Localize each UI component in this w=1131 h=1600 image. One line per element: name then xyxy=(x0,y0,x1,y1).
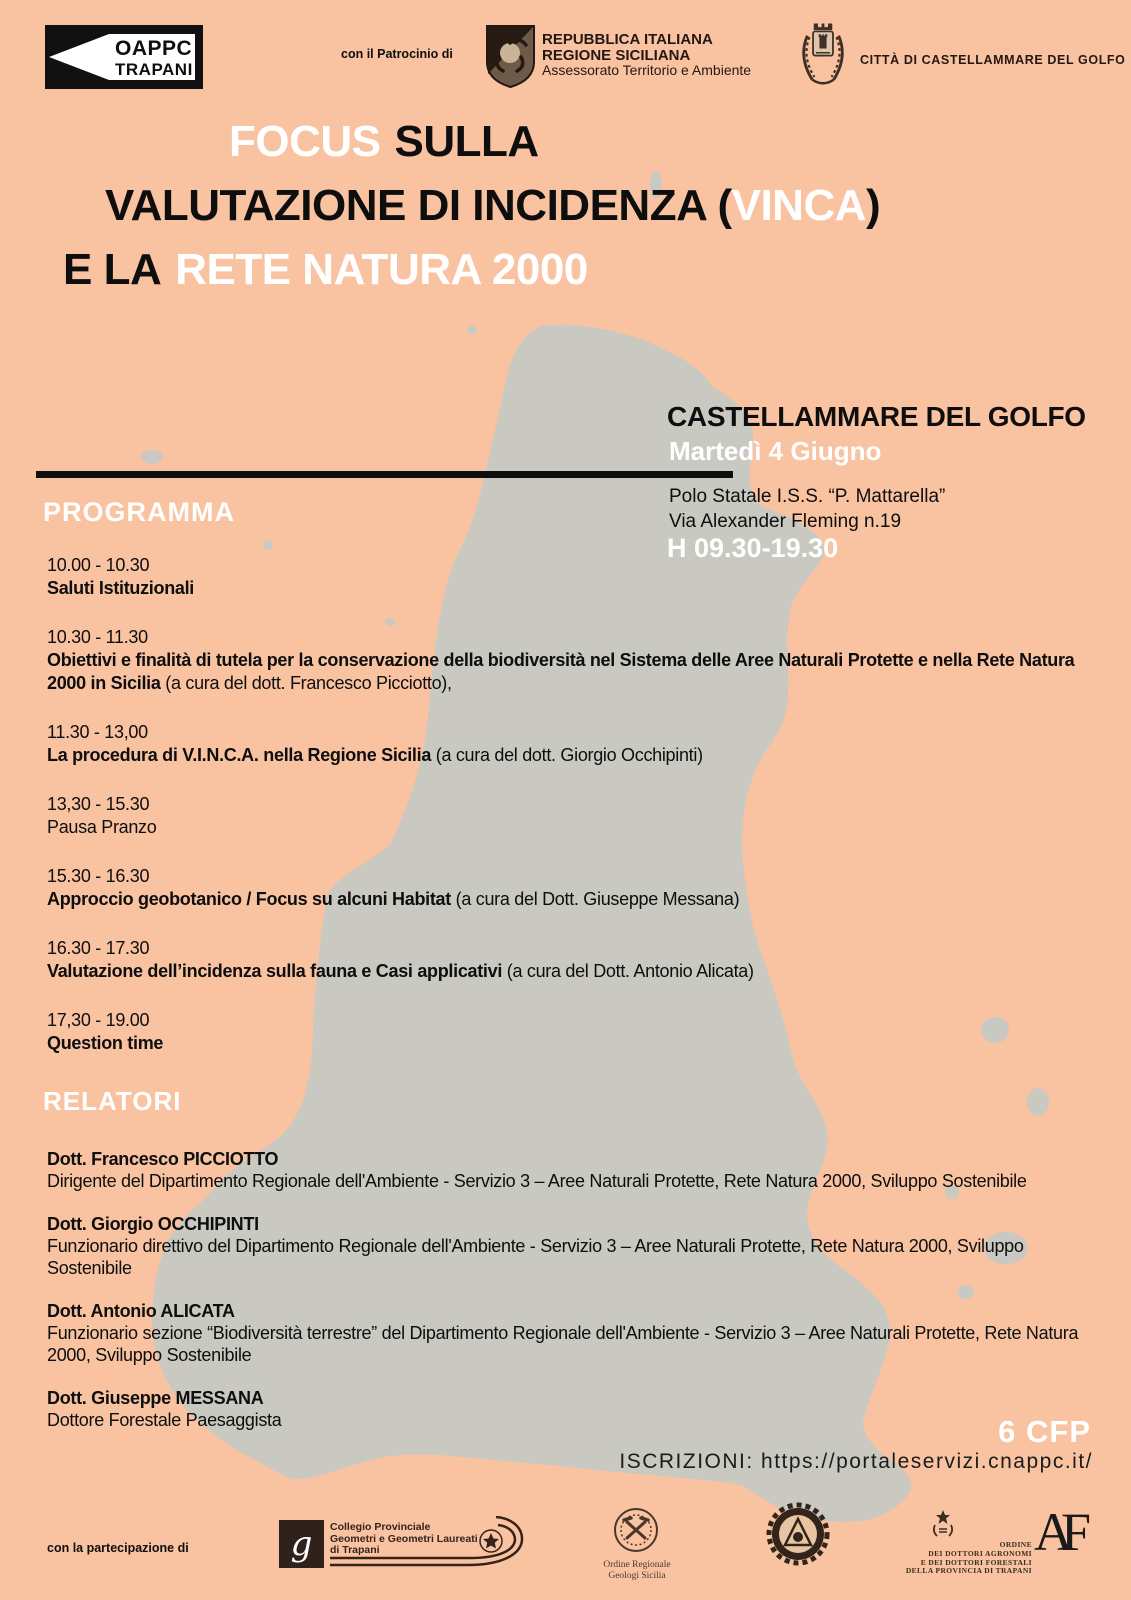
relatore-item xyxy=(47,1148,1095,1192)
relatore-name: Dott. Giorgio OCCHIPINTI xyxy=(47,1214,259,1234)
program-time: 10.30 - 11.30 xyxy=(47,627,148,647)
geometri-monogram-icon xyxy=(279,1520,324,1568)
program-list xyxy=(47,554,1095,1081)
agronomi-logo-text xyxy=(830,1541,1032,1576)
title-line2 xyxy=(63,174,880,238)
event-city: CASTELLAMMARE DEL GOLFO xyxy=(667,401,1086,432)
relatore-name: Dott. Francesco PICCIOTTO xyxy=(47,1149,279,1169)
title-ela: E LA xyxy=(63,245,162,294)
relatore-role: Funzionario direttivo del Dipartimento Regionale dell'Ambiente - Servizio 3 – Aree Naturali Protette, Rete Natura 2000, Sviluppo Sostenibile xyxy=(47,1236,1024,1278)
title-rete-natura: RETE NATURA 2000 xyxy=(175,245,588,294)
cfp-badge: 6 CFP xyxy=(998,1414,1091,1449)
event-hours: H 09.30-19.30 xyxy=(667,533,839,563)
agronomi-line2: DEI DOTTORI AGRONOMI xyxy=(928,1548,1032,1558)
program-time: 13,30 - 15.30 xyxy=(47,794,150,814)
geometri-swoosh-icon xyxy=(328,1516,528,1574)
relatore-item xyxy=(47,1300,1095,1366)
relatore-name: Dott. Giuseppe MESSANA xyxy=(47,1388,264,1408)
poster-title xyxy=(63,110,880,302)
divider-line xyxy=(36,471,733,478)
event-date: Martedì 4 Giugno xyxy=(669,436,882,466)
program-note: (a cura del Dott. Giuseppe Messana) xyxy=(450,889,740,909)
partecipazione-label: con la partecipazione di xyxy=(47,1541,189,1555)
agronomi-line3: E DEI DOTTORI FORESTALI xyxy=(920,1557,1032,1567)
program-title: Pausa Pranzo xyxy=(47,817,157,837)
regione-line2: REGIONE SICILIANA xyxy=(542,46,691,64)
regione-line1: REPUBBLICA ITALIANA xyxy=(542,31,713,48)
title-focus: FOCUS xyxy=(229,117,381,166)
program-title: La procedura di V.I.N.C.A. nella Regione Sicilia xyxy=(47,745,432,765)
program-title: Question time xyxy=(47,1033,164,1053)
agronomi-line4: DELLA PROVINCIA DI TRAPANI xyxy=(905,1566,1032,1576)
program-time: 17,30 - 19.00 xyxy=(47,1010,150,1030)
iscrizioni-link[interactable]: ISCRIZIONI: https://portaleservizi.cnappc.it/ xyxy=(619,1450,1093,1473)
relatori-heading: RELATORI xyxy=(43,1086,182,1116)
castellammare-crest-icon xyxy=(798,20,848,94)
title-sulla: SULLA xyxy=(394,117,539,166)
program-item xyxy=(47,721,1095,767)
title-vinca: VINCA xyxy=(731,181,866,230)
program-title: Valutazione dell’incidenza sulla fauna e Casi applicativi xyxy=(47,961,503,981)
program-heading: PROGRAMMA xyxy=(43,497,235,527)
periti-industriali-seal-icon xyxy=(766,1502,830,1566)
program-item xyxy=(47,1009,1095,1055)
oappc-logo-subtext: TRAPANI xyxy=(115,60,193,79)
program-title: Approccio geobotanico / Focus su alcuni Habitat xyxy=(47,889,451,909)
agronomi-line1: ORDINE xyxy=(999,1540,1032,1549)
program-title: Obiettivi e finalità di tutela per la conservazione della biodiversità nel Sistema delle Aree Naturali Protette e nella Rete Natura 2000 in Sicilia xyxy=(47,650,1075,693)
program-item xyxy=(47,793,1095,839)
title-valutazione: VALUTAZIONE DI INCIDENZA ( xyxy=(105,181,732,230)
event-address: Via Alexander Fleming n.19 xyxy=(669,511,902,532)
title-paren: ) xyxy=(866,181,881,230)
program-note: (a cura del Dott. Antonio Alicata) xyxy=(502,961,754,981)
geometri-line1: Collegio Provinciale xyxy=(330,1521,431,1533)
relatori-list xyxy=(47,1148,1095,1452)
program-item xyxy=(47,865,1095,911)
relatore-item xyxy=(47,1213,1095,1279)
relatore-item xyxy=(47,1387,1095,1431)
program-time: 15.30 - 16.30 xyxy=(47,866,150,886)
patrocinio-label: con il Patrocinio di xyxy=(341,47,453,61)
geometri-monogram: g xyxy=(290,1524,313,1564)
program-item xyxy=(47,937,1095,983)
geometri-line2: Geometri e Geometri Laureati xyxy=(330,1532,478,1545)
program-time: 10.00 - 10.30 xyxy=(47,555,150,575)
event-venue: Polo Statale I.S.S. “P. Mattarella” xyxy=(669,486,946,507)
geologi-logo-text xyxy=(590,1560,684,1581)
title-line3 xyxy=(63,238,880,302)
geometri-line3: di Trapani xyxy=(330,1544,380,1556)
agronomi-crest-icon xyxy=(931,1509,955,1537)
program-title: Saluti Istituzionali xyxy=(47,578,195,598)
relatore-role: Dirigente del Dipartimento Regionale dell'Ambiente - Servizio 3 – Aree Naturali Protette, Rete Natura 2000, Sviluppo Sostenibile xyxy=(47,1171,1027,1191)
geologi-line2: Geologi Sicilia xyxy=(608,1570,666,1581)
program-note: (a cura del dott. Giorgio Occhipinti) xyxy=(431,745,703,765)
oappc-logo-text: OAPPC xyxy=(115,37,193,60)
regione-siciliana-text xyxy=(542,32,751,79)
af-logo-text: AF xyxy=(1034,1502,1080,1562)
regione-siciliana-emblem-icon xyxy=(485,24,536,90)
citta-label: CITTÀ DI CASTELLAMMARE DEL GOLFO xyxy=(860,53,1126,67)
relatore-role: Funzionario sezione “Biodiversità terrestre” del Dipartimento Regionale dell'Ambiente - Servizio 3 – Aree Naturali Protette, Rete Natura 2000, Sviluppo Sostenibile xyxy=(47,1323,1079,1365)
program-item xyxy=(47,554,1095,600)
relatore-name: Dott. Antonio ALICATA xyxy=(47,1301,235,1321)
program-note: (a cura del dott. Francesco Picciotto), xyxy=(160,673,452,693)
geologi-seal-icon xyxy=(612,1504,660,1558)
program-time: 11.30 - 13,00 xyxy=(47,722,148,742)
geologi-line1: Ordine Regionale xyxy=(603,1560,671,1570)
title-line1 xyxy=(63,110,880,174)
program-item xyxy=(47,626,1095,695)
relatore-role: Dottore Forestale Paesaggista xyxy=(47,1410,282,1430)
program-time: 16.30 - 17.30 xyxy=(47,938,150,958)
regione-line3: Assessorato Territorio e Ambiente xyxy=(542,62,752,78)
